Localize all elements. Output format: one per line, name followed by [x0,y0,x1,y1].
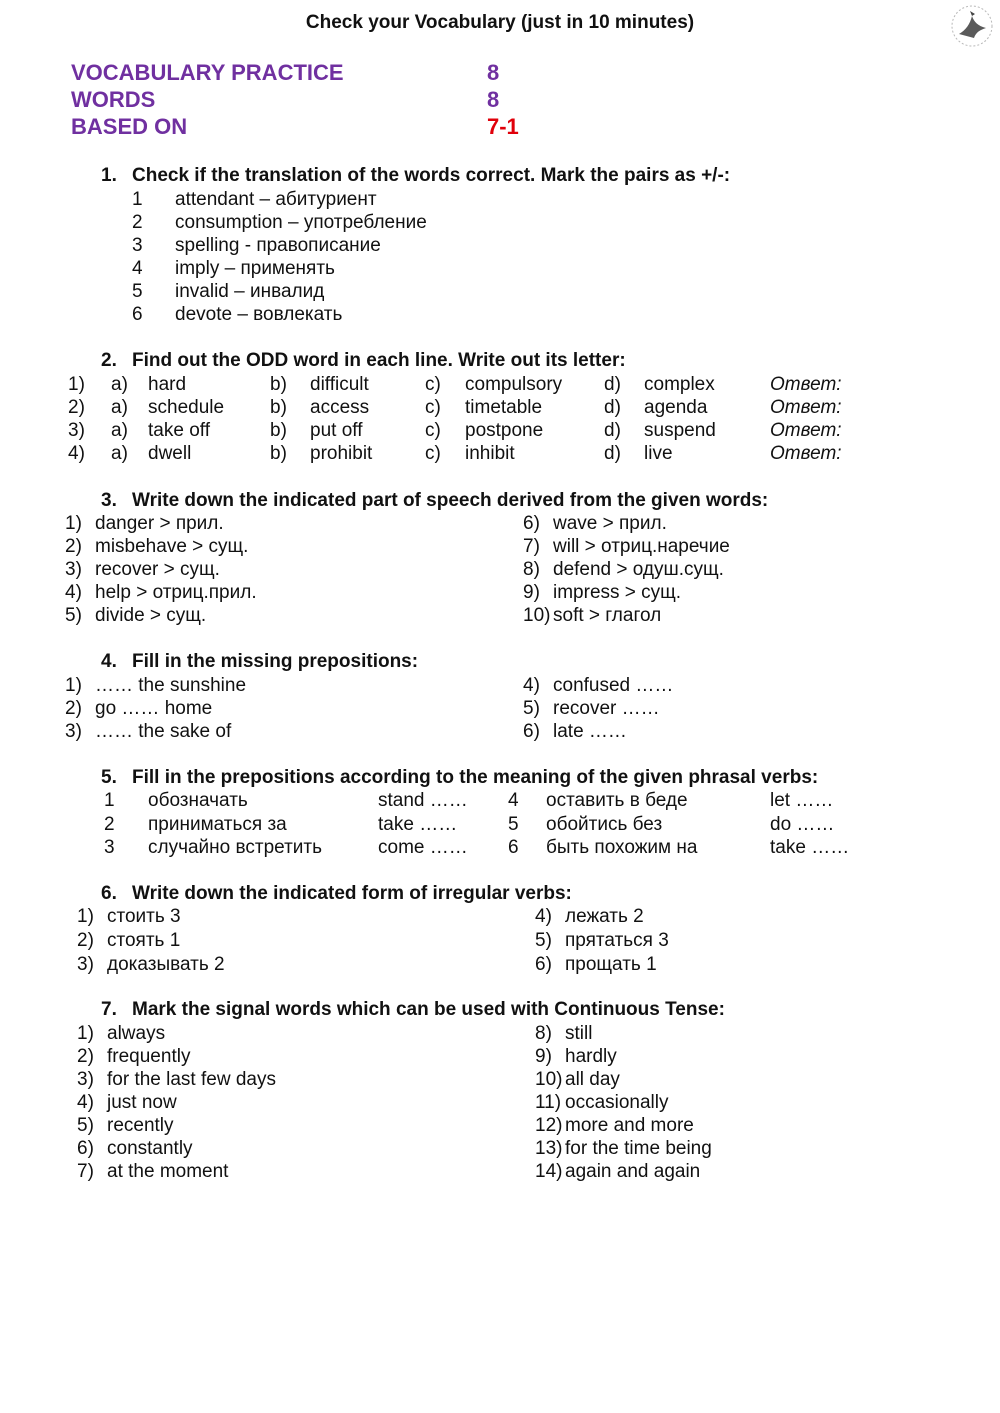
option-word: live [644,443,673,464]
section-5-heading: Fill in the prepositions according to the meaning of the given phrasal verbs: [132,767,819,788]
list-item: danger > прил. [95,513,224,534]
list-item: late …… [553,721,627,742]
option-letter: b) [270,443,287,464]
russian-meaning: оставить в беде [546,790,688,811]
list-item: defend > одуш.сущ. [553,559,724,580]
option-letter: d) [604,443,621,464]
option-word: timetable [465,397,543,418]
list-item-number: 13) [535,1138,563,1159]
option-letter: a) [111,397,128,418]
section-1-number: 1. [101,165,117,186]
row-number: 3) [68,420,85,441]
header-value-practice: 8 [487,60,500,85]
row-number: 1 [104,790,115,811]
list-item: стоить 3 [107,906,181,927]
russian-meaning: обойтись без [546,814,663,835]
row-number: 2 [104,814,115,835]
list-item-number: 4) [77,1092,94,1113]
phrasal-verb: take …… [378,814,458,835]
row-number: 2) [68,397,85,418]
list-item-number: 9) [535,1046,552,1067]
list-item: hardly [565,1046,617,1067]
list-item: for the time being [565,1138,712,1159]
option-letter: a) [111,420,128,441]
header-value-based-on: 7-1 [487,114,519,139]
option-letter: a) [111,443,128,464]
list-item-number: 12) [535,1115,563,1136]
list-item: always [107,1023,166,1044]
list-item-number: 5) [65,605,82,626]
list-item-number: 4 [132,258,143,279]
section-7-heading: Mark the signal words which can be used with Continuous Tense: [132,999,725,1020]
list-item-number: 2 [132,212,143,233]
list-item-number: 7) [523,536,540,557]
list-item-number: 14) [535,1161,563,1182]
list-item: at the moment [107,1161,229,1182]
russian-meaning: приниматься за [148,814,287,835]
list-item-number: 6) [523,513,540,534]
list-item-number: 2) [65,536,82,557]
header-label-based-on: BASED ON [71,114,188,139]
list-item: will > отриц.наречие [553,536,730,557]
list-item: frequently [107,1046,191,1067]
list-item: go …… home [95,698,213,719]
list-item-number: 4) [523,675,540,696]
list-item: доказывать 2 [107,954,225,975]
list-item: more and more [565,1115,694,1136]
section-4-heading: Fill in the missing prepositions: [132,651,419,672]
list-item-number: 5 [132,281,143,302]
section-3-number: 3. [101,490,117,511]
list-item-number: 3) [65,721,82,742]
list-item: …… the sake of [95,721,232,742]
list-item: recover …… [553,698,660,719]
header-value-words: 8 [487,87,500,112]
page-title: Check your Vocabulary (just in 10 minutes) [305,12,695,33]
russian-meaning: обозначать [148,790,248,811]
list-item: still [565,1023,593,1044]
phrasal-verb: stand …… [378,790,468,811]
option-letter: d) [604,397,621,418]
option-letter: a) [111,374,128,395]
list-item: occasionally [565,1092,669,1113]
list-item: misbehave > сущ. [95,536,249,557]
bird-logo-icon [950,4,994,48]
option-letter: b) [270,374,287,395]
section-3-heading: Write down the indicated part of speech derived from the given words: [132,490,769,511]
list-item-number: 1) [77,1023,94,1044]
list-item: soft > глагол [553,605,662,626]
list-item-number: 4) [535,906,552,927]
list-item: devote – вовлекать [175,304,343,325]
list-item-number: 7) [77,1161,94,1182]
list-item-number: 5) [535,930,552,951]
list-item-number: 3) [65,559,82,580]
option-letter: c) [425,397,441,418]
row-number: 4 [508,790,519,811]
list-item: invalid – инвалид [175,281,325,302]
phrasal-verb: come …… [378,837,468,858]
section-4-number: 4. [101,651,117,672]
phrasal-verb: let …… [770,790,834,811]
list-item-number: 1) [77,906,94,927]
row-number: 4) [68,443,85,464]
list-item-number: 5) [77,1115,94,1136]
header-label-practice: VOCABULARY PRACTICE [71,60,344,85]
list-item: стоять 1 [107,930,181,951]
row-number: 3 [104,837,115,858]
list-item: just now [107,1092,177,1113]
option-letter: c) [425,443,441,464]
option-word: compulsory [465,374,563,395]
header-label-words: WORDS [71,87,156,112]
option-word: access [310,397,370,418]
section-5-number: 5. [101,767,117,788]
list-item: impress > сущ. [553,582,682,603]
option-word: hard [148,374,187,395]
list-item: прятаться 3 [565,930,669,951]
list-item: recently [107,1115,174,1136]
list-item-number: 2) [77,1046,94,1067]
russian-meaning: быть похожим на [546,837,698,858]
row-number: 6 [508,837,519,858]
list-item-number: 8) [535,1023,552,1044]
option-letter: d) [604,420,621,441]
phrasal-verb: do …… [770,814,835,835]
list-item-number: 6) [535,954,552,975]
row-number: 5 [508,814,519,835]
list-item: spelling - правописание [175,235,381,256]
list-item-number: 2) [65,698,82,719]
list-item-number: 6) [523,721,540,742]
list-item: consumption – употребление [175,212,427,233]
list-item: recover > сущ. [95,559,220,580]
list-item: прощать 1 [565,954,657,975]
option-letter: c) [425,374,441,395]
answer-label: Ответ: [770,397,842,418]
answer-label: Ответ: [770,374,842,395]
list-item-number: 3) [77,1069,94,1090]
option-word: agenda [644,397,708,418]
list-item: attendant – абитуриент [175,189,377,210]
list-item-number: 3 [132,235,143,256]
list-item-number: 5) [523,698,540,719]
option-word: suspend [644,420,716,441]
section-6-heading: Write down the indicated form of irregular verbs: [132,883,572,904]
option-word: postpone [465,420,544,441]
option-word: inhibit [465,443,515,464]
answer-label: Ответ: [770,420,842,441]
russian-meaning: случайно встретить [148,837,323,858]
list-item-number: 9) [523,582,540,603]
section-2-heading: Find out the ODD word in each line. Write out its letter: [132,350,626,371]
option-word: complex [644,374,715,395]
list-item-number: 8) [523,559,540,580]
list-item-number: 2) [77,930,94,951]
list-item: лежать 2 [565,906,644,927]
row-number: 1) [68,374,85,395]
option-word: take off [148,420,210,441]
section-1-heading: Check if the translation of the words correct. Mark the pairs as +/-: [132,165,731,186]
answer-label: Ответ: [770,443,842,464]
option-word: schedule [148,397,225,418]
option-letter: b) [270,420,287,441]
phrasal-verb: take …… [770,837,850,858]
list-item: wave > прил. [553,513,667,534]
section-2-number: 2. [101,350,117,371]
list-item: all day [565,1069,620,1090]
option-word: put off [310,420,363,441]
list-item: help > отриц.прил. [95,582,257,603]
section-7-number: 7. [101,999,117,1020]
option-letter: b) [270,397,287,418]
list-item-number: 1) [65,675,82,696]
section-6-number: 6. [101,883,117,904]
option-word: dwell [148,443,192,464]
list-item-number: 10) [523,605,551,626]
list-item-number: 3) [77,954,94,975]
list-item: for the last few days [107,1069,276,1090]
list-item: constantly [107,1138,193,1159]
list-item: divide > сущ. [95,605,207,626]
option-word: difficult [310,374,369,395]
list-item-number: 4) [65,582,82,603]
list-item: again and again [565,1161,701,1182]
list-item: confused …… [553,675,674,696]
list-item: …… the sunshine [95,675,247,696]
option-letter: c) [425,420,441,441]
list-item: imply – применять [175,258,335,279]
list-item-number: 1) [65,513,82,534]
list-item-number: 6 [132,304,143,325]
list-item-number: 10) [535,1069,563,1090]
option-letter: d) [604,374,621,395]
list-item-number: 11) [535,1092,562,1113]
option-word: prohibit [310,443,373,464]
list-item-number: 6) [77,1138,94,1159]
list-item-number: 1 [132,189,143,210]
